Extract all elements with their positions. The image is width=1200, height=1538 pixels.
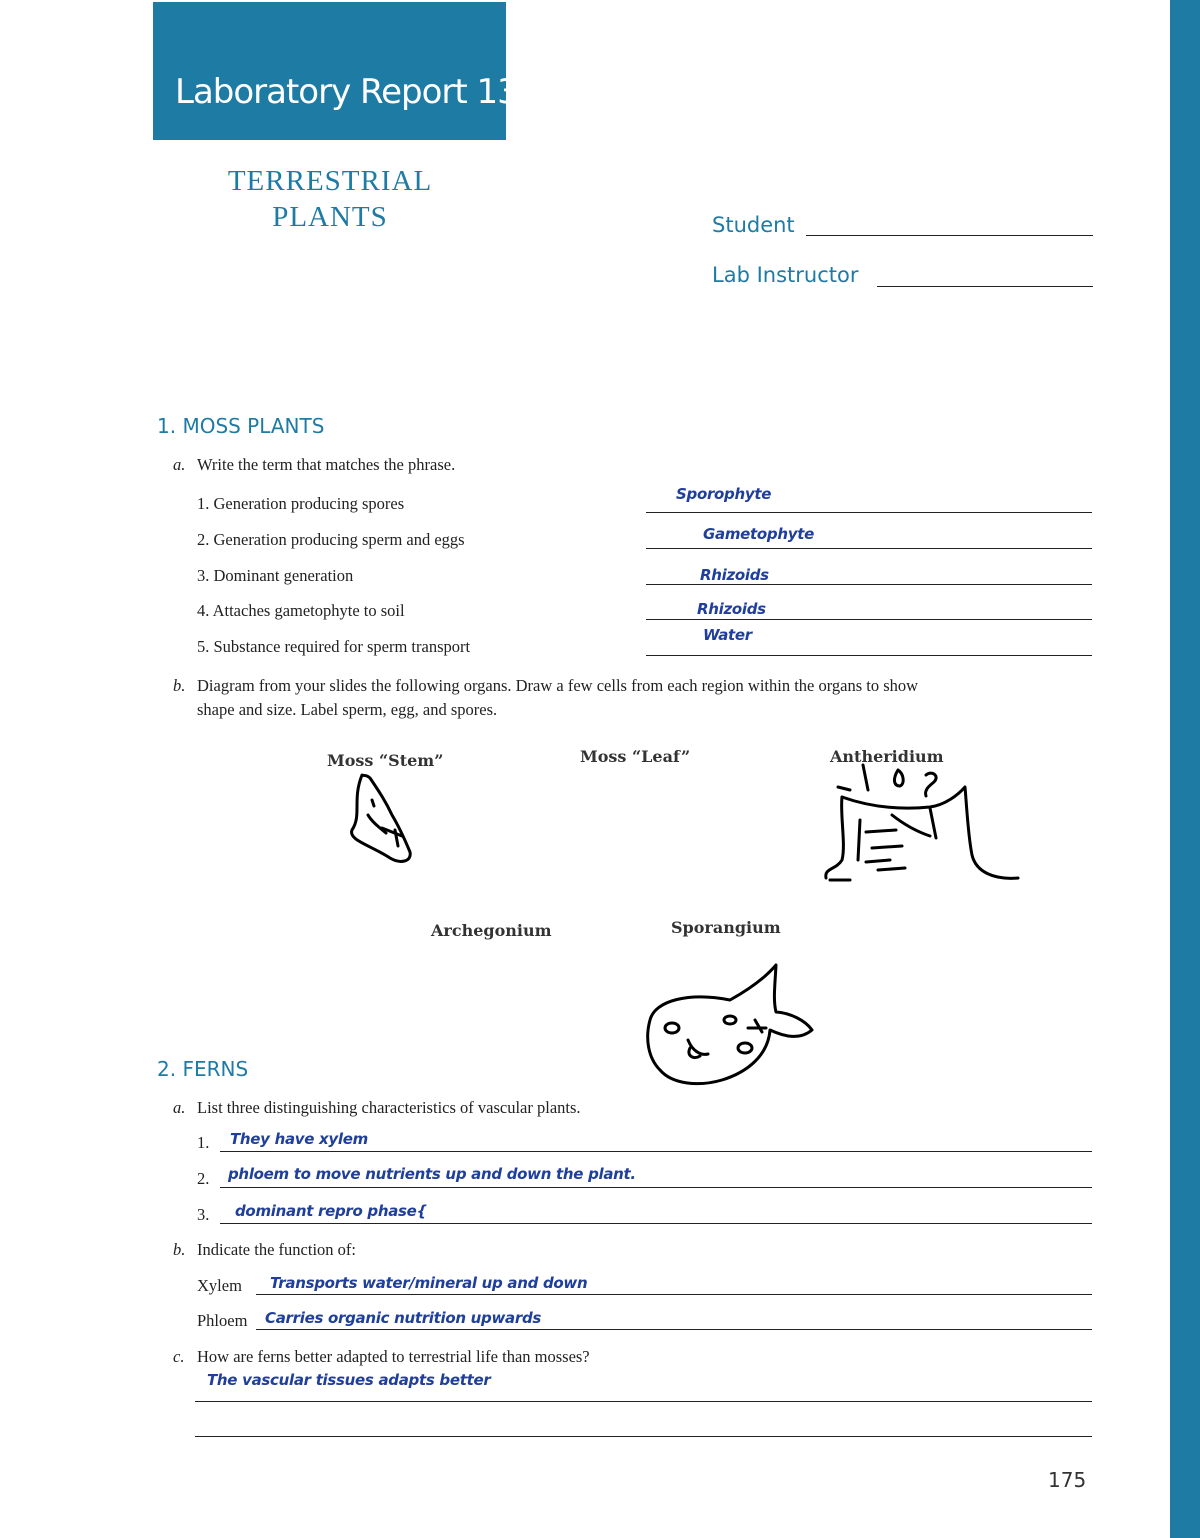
term-question-2: 2. Generation producing sperm and eggs [197,530,465,549]
question-a-letter: a. [173,455,186,474]
term-answer-4: Rhizoids [697,600,766,618]
phloem-function-line[interactable] [256,1329,1092,1330]
characteristic-number-3: 3. [197,1205,210,1224]
answer-line-2[interactable] [646,548,1092,549]
term-question-5: 5. Substance required for sperm transport [197,637,471,656]
term-answer-5: Water [703,626,752,644]
characteristic-line-3[interactable] [220,1223,1092,1224]
diagram-label-antheridium: Antheridium [830,747,944,766]
phloem-function-answer: Carries organic nutrition upwards [265,1309,542,1327]
term-question-3: 3. Dominant generation [197,566,354,585]
section-heading-ferns: 2. FERNS [157,1057,249,1081]
term-question-4: 4. Attaches gametophyte to soil [197,601,405,620]
phloem-label: Phloem [197,1311,248,1330]
characteristic-answer-3: dominant repro phase{ [235,1202,427,1220]
question-b-letter: b. [173,676,186,695]
page-number: 175 [1048,1468,1087,1492]
subtitle-line-1: TERRESTRIAL [227,165,433,197]
subtitle-line-2: PLANTS [272,201,388,233]
ferns-question-c-answer: The vascular tissues adapts better [207,1371,491,1389]
characteristic-answer-2: phloem to move nutrients up and down the plant. [228,1165,636,1183]
answer-line-4[interactable] [646,619,1092,620]
right-edge-bar [1170,0,1200,1538]
characteristic-answer-1: They have xylem [230,1130,368,1148]
xylem-function-line[interactable] [256,1294,1092,1295]
student-name-field[interactable] [806,235,1093,236]
answer-line-c-1[interactable] [195,1401,1092,1402]
diagram-label-sporangium: Sporangium [671,918,781,937]
ferns-question-a-prompt: List three distinguishing characteristics of vascular plants. [197,1098,581,1117]
answer-line-1[interactable] [646,512,1092,513]
answer-line-3[interactable] [646,584,1092,585]
question-a-prompt: Write the term that matches the phrase. [197,455,456,474]
section-heading-moss: 1. MOSS PLANTS [157,414,325,438]
xylem-label: Xylem [197,1276,242,1295]
question-b-prompt-line-2: shape and size. Label sperm, egg, and spores. [197,700,498,719]
lab-instructor-field[interactable] [877,286,1093,287]
ferns-question-c-letter: c. [173,1347,185,1366]
question-b-prompt-line-1: Diagram from your slides the following organs. Draw a few cells from each region within the organs to show [197,676,919,695]
diagram-label-moss-stem: Moss “Stem” [327,751,444,770]
sporangium-sketch [648,965,812,1084]
term-question-1: 1. Generation producing spores [197,494,405,513]
answer-line-c-2[interactable] [195,1436,1092,1437]
xylem-function-answer: Transports water/mineral up and down [270,1274,588,1292]
characteristic-line-2[interactable] [220,1187,1092,1188]
ferns-question-a-letter: a. [173,1098,186,1117]
diagram-label-archegonium: Archegonium [431,921,552,940]
diagram-label-moss-leaf: Moss “Leaf” [580,747,691,766]
characteristic-line-1[interactable] [220,1151,1092,1152]
term-answer-3: Rhizoids [700,566,769,584]
lab-instructor-label: Lab Instructor [712,263,859,287]
term-answer-2: Gametophyte [703,525,814,543]
title-banner [153,2,506,140]
answer-line-5[interactable] [646,655,1092,656]
ferns-question-c-prompt: How are ferns better adapted to terrestrial life than mosses? [197,1347,590,1366]
ferns-question-b-prompt: Indicate the function of: [197,1240,356,1259]
characteristic-number-2: 2. [197,1169,210,1188]
term-answer-1: Sporophyte [676,485,772,503]
ferns-question-b-letter: b. [173,1240,186,1259]
characteristic-number-1: 1. [197,1133,210,1152]
antheridium-sketch [826,765,1018,880]
student-label: Student [712,213,795,237]
moss-stem-sketch [352,775,411,861]
report-title: Laboratory Report 13 [175,72,518,112]
